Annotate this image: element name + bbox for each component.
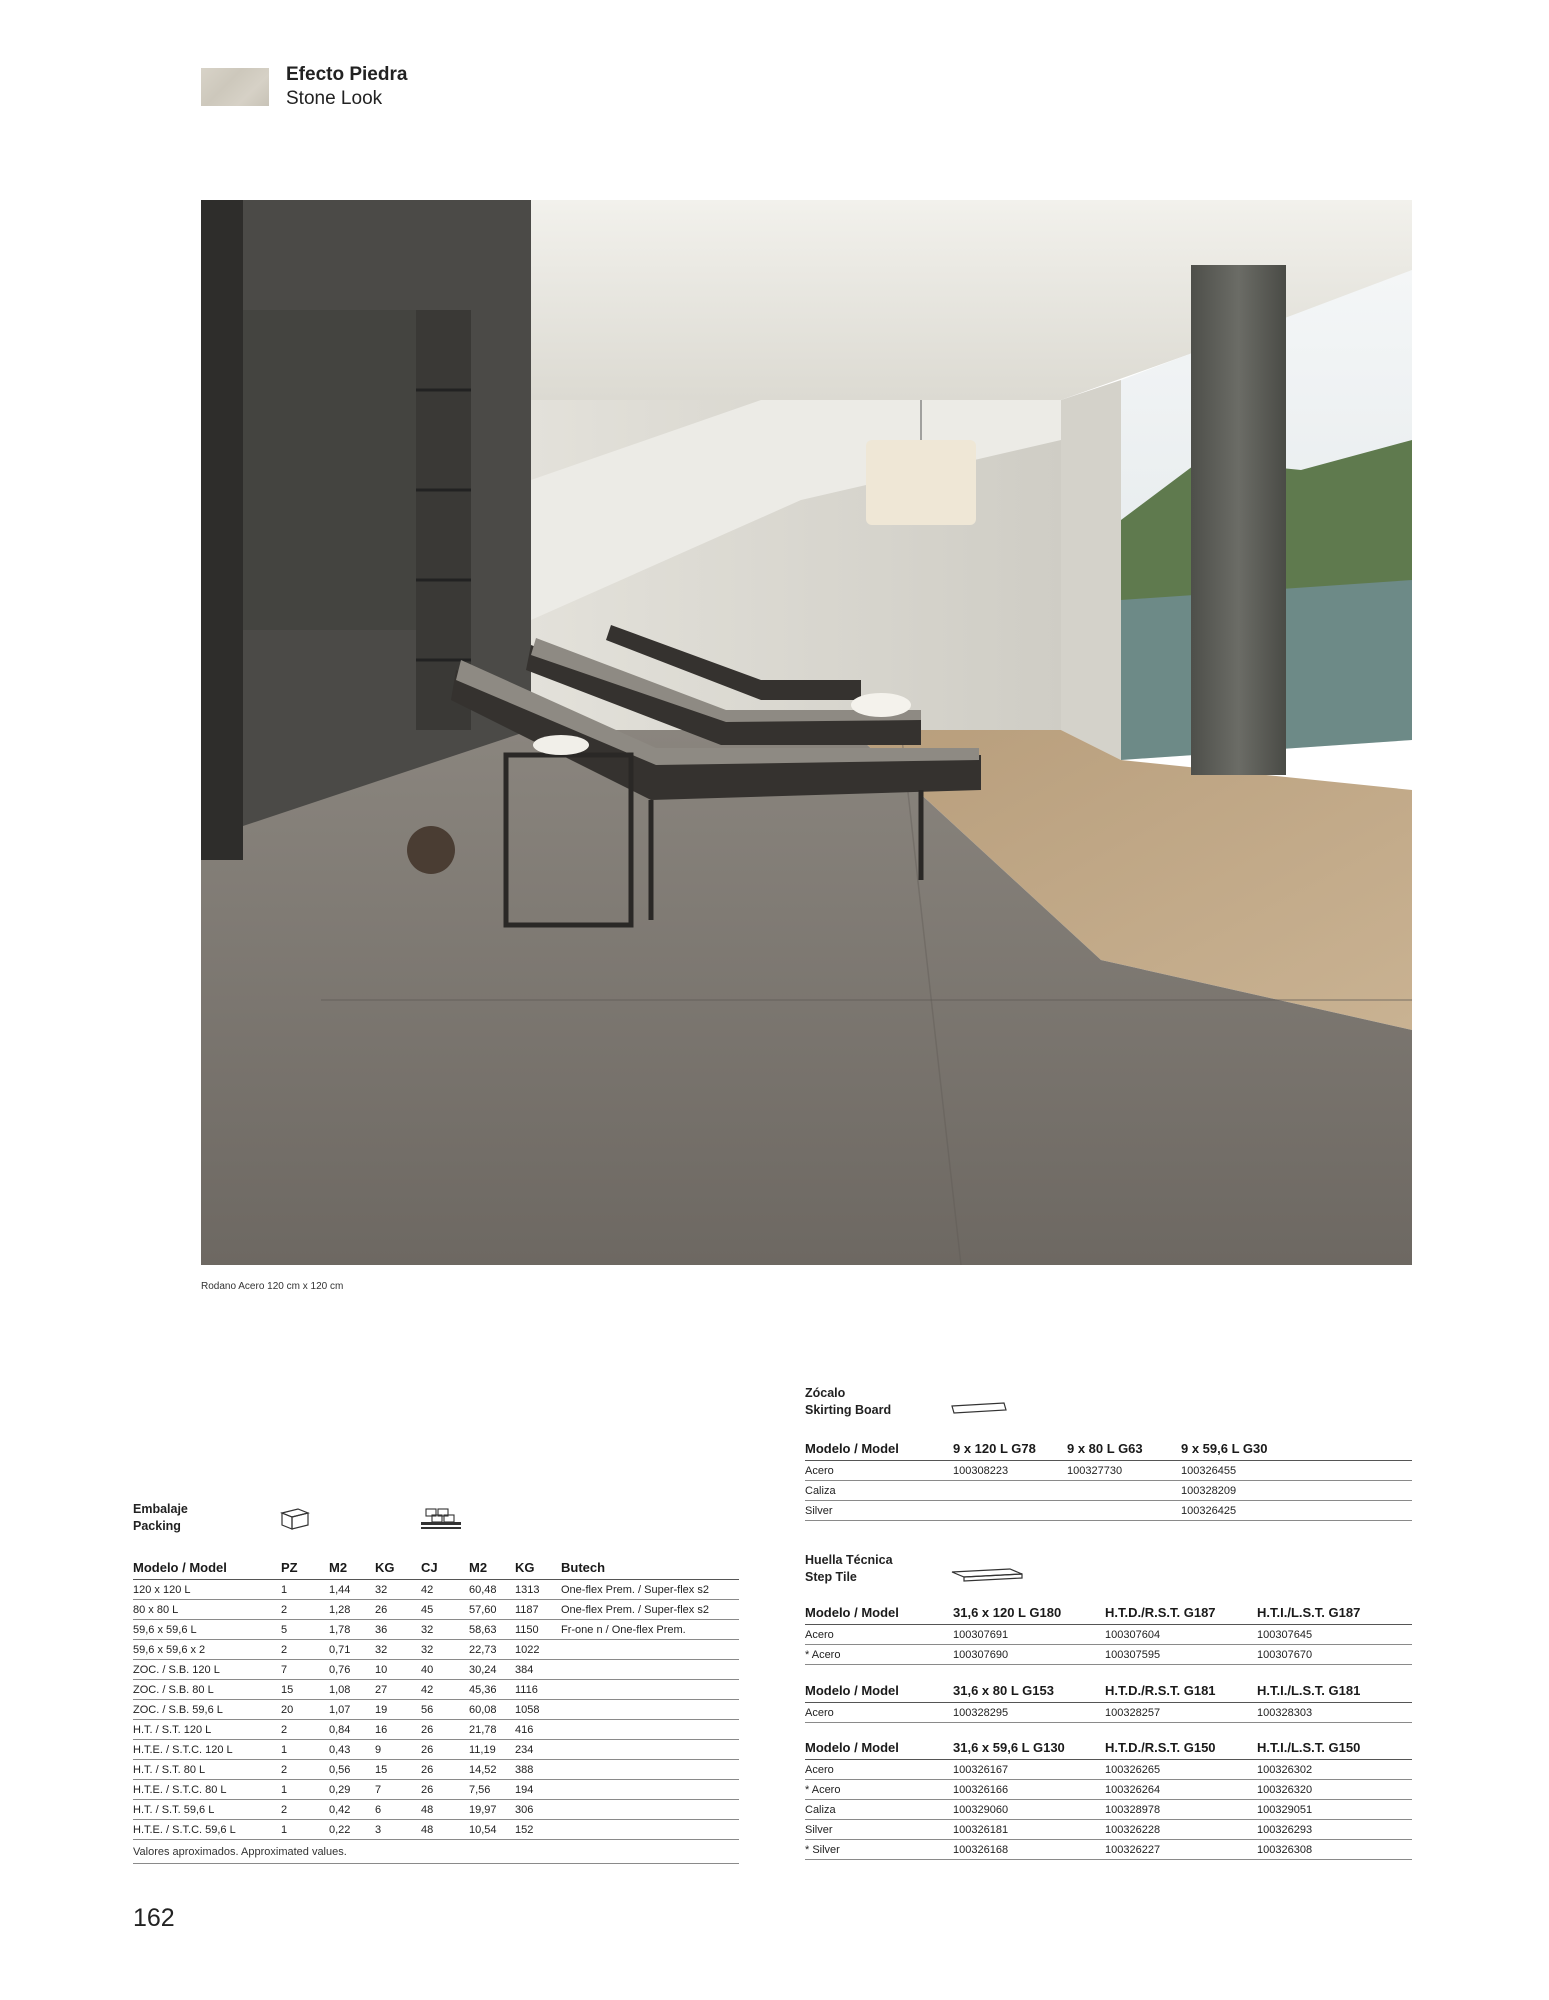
step-tile-table-80 bbox=[805, 1678, 1412, 1723]
table-cell: 100326264 bbox=[1105, 1780, 1257, 1800]
column-header: H.T.I./L.S.T. G181 bbox=[1257, 1678, 1412, 1703]
table-cell: 59,6 x 59,6 L bbox=[133, 1620, 281, 1640]
table-cell bbox=[561, 1800, 739, 1820]
table-cell: 26 bbox=[421, 1780, 469, 1800]
table-cell: Silver bbox=[805, 1501, 953, 1521]
table-cell: 100328303 bbox=[1257, 1703, 1412, 1723]
table-cell: 45,36 bbox=[469, 1680, 515, 1700]
table-cell: 152 bbox=[515, 1820, 561, 1840]
column-header: KG bbox=[375, 1555, 421, 1580]
table-cell: 9 bbox=[375, 1740, 421, 1760]
table-cell: 100328295 bbox=[953, 1703, 1105, 1723]
header-title-en: Stone Look bbox=[286, 88, 383, 109]
table-cell: 100329051 bbox=[1257, 1800, 1412, 1820]
table-cell: 56 bbox=[421, 1700, 469, 1720]
table-cell: 1,08 bbox=[329, 1680, 375, 1700]
table-row bbox=[805, 1625, 1412, 1645]
table-cell: 1 bbox=[281, 1820, 329, 1840]
table-cell: 1,44 bbox=[329, 1580, 375, 1600]
table-cell: 384 bbox=[515, 1660, 561, 1680]
table-row bbox=[133, 1740, 739, 1760]
column-header: 9 x 59,6 L G30 bbox=[1181, 1436, 1412, 1461]
table-cell: 32 bbox=[375, 1640, 421, 1660]
table-cell: 26 bbox=[421, 1760, 469, 1780]
table-cell: * Acero bbox=[805, 1645, 953, 1665]
table-cell: 2 bbox=[281, 1720, 329, 1740]
packing-title-es: Embalaje bbox=[133, 1502, 188, 1516]
table-cell: 48 bbox=[421, 1820, 469, 1840]
column-header: Modelo / Model bbox=[805, 1678, 953, 1703]
table-cell: 26 bbox=[375, 1600, 421, 1620]
table-row bbox=[133, 1660, 739, 1680]
table-cell bbox=[953, 1501, 1067, 1521]
column-header: 31,6 x 120 L G180 bbox=[953, 1600, 1105, 1625]
table-cell: 2 bbox=[281, 1600, 329, 1620]
table-cell: 14,52 bbox=[469, 1760, 515, 1780]
table-cell: 0,42 bbox=[329, 1800, 375, 1820]
stone-texture-swatch bbox=[201, 68, 269, 106]
table-row bbox=[805, 1481, 1412, 1501]
table-cell: 1 bbox=[281, 1740, 329, 1760]
table-row bbox=[805, 1780, 1412, 1800]
column-header: H.T.D./R.S.T. G181 bbox=[1105, 1678, 1257, 1703]
table-cell: 0,22 bbox=[329, 1820, 375, 1840]
table-cell: 100326228 bbox=[1105, 1820, 1257, 1840]
table-cell: 32 bbox=[421, 1640, 469, 1660]
table-cell: 1116 bbox=[515, 1680, 561, 1700]
table-cell: Fr-one n / One-flex Prem. bbox=[561, 1620, 739, 1640]
table-cell: 42 bbox=[421, 1580, 469, 1600]
table-row bbox=[133, 1820, 739, 1840]
table-cell: 100326320 bbox=[1257, 1780, 1412, 1800]
table-cell: 0,76 bbox=[329, 1660, 375, 1680]
table-cell: 1022 bbox=[515, 1640, 561, 1660]
step-tile-table-120 bbox=[805, 1600, 1412, 1665]
column-header: H.T.D./R.S.T. G187 bbox=[1105, 1600, 1257, 1625]
table-cell: 100326425 bbox=[1181, 1501, 1412, 1521]
table-cell: 60,08 bbox=[469, 1700, 515, 1720]
table-cell: 32 bbox=[375, 1580, 421, 1600]
table-row bbox=[805, 1840, 1412, 1860]
table-cell: 100328209 bbox=[1181, 1481, 1412, 1501]
spa-interior-photo bbox=[201, 200, 1412, 1265]
table-cell: 1313 bbox=[515, 1580, 561, 1600]
table-cell: 1 bbox=[281, 1780, 329, 1800]
table-cell: 15 bbox=[375, 1760, 421, 1780]
column-header: 31,6 x 59,6 L G130 bbox=[953, 1735, 1105, 1760]
column-header: H.T.I./L.S.T. G150 bbox=[1257, 1735, 1412, 1760]
table-cell: 100326302 bbox=[1257, 1760, 1412, 1780]
table-cell: 1,78 bbox=[329, 1620, 375, 1640]
table-row bbox=[805, 1703, 1412, 1723]
table-cell: 27 bbox=[375, 1680, 421, 1700]
table-cell: Caliza bbox=[805, 1800, 953, 1820]
table-row bbox=[133, 1760, 739, 1780]
table-cell: 100326227 bbox=[1105, 1840, 1257, 1860]
table-row bbox=[133, 1800, 739, 1820]
table-row bbox=[133, 1720, 739, 1740]
step-table-header bbox=[805, 1735, 1412, 1760]
table-row bbox=[133, 1620, 739, 1640]
table-cell: 57,60 bbox=[469, 1600, 515, 1620]
table-cell bbox=[953, 1481, 1067, 1501]
table-cell: Caliza bbox=[805, 1481, 953, 1501]
header-title-es: Efecto Piedra bbox=[286, 64, 408, 85]
table-cell: 100329060 bbox=[953, 1800, 1105, 1820]
column-header: 31,6 x 80 L G153 bbox=[953, 1678, 1105, 1703]
table-cell: Acero bbox=[805, 1760, 953, 1780]
column-header: Modelo / Model bbox=[133, 1555, 281, 1580]
table-cell bbox=[561, 1640, 739, 1660]
page-number: 162 bbox=[133, 1904, 175, 1932]
table-cell: 22,73 bbox=[469, 1640, 515, 1660]
table-row bbox=[133, 1600, 739, 1620]
table-cell bbox=[561, 1740, 739, 1760]
table-cell: * Silver bbox=[805, 1840, 953, 1860]
skirting-board-icon bbox=[950, 1400, 1010, 1416]
table-cell: 100326181 bbox=[953, 1820, 1105, 1840]
table-cell: H.T.E. / S.T.C. 120 L bbox=[133, 1740, 281, 1760]
column-header: CJ bbox=[421, 1555, 469, 1580]
table-cell: 26 bbox=[421, 1720, 469, 1740]
table-cell: 100308223 bbox=[953, 1461, 1067, 1481]
packing-table bbox=[133, 1555, 739, 1840]
table-cell: H.T. / S.T. 80 L bbox=[133, 1760, 281, 1780]
column-header: H.T.I./L.S.T. G187 bbox=[1257, 1600, 1412, 1625]
table-cell: 0,29 bbox=[329, 1780, 375, 1800]
table-cell: 6 bbox=[375, 1800, 421, 1820]
table-cell: One-flex Prem. / Super-flex s2 bbox=[561, 1600, 739, 1620]
column-header: H.T.D./R.S.T. G150 bbox=[1105, 1735, 1257, 1760]
skirting-table-header bbox=[805, 1436, 1412, 1461]
step-tile-table-59-6 bbox=[805, 1735, 1412, 1860]
table-cell: 100326265 bbox=[1105, 1760, 1257, 1780]
table-cell: 36 bbox=[375, 1620, 421, 1640]
table-cell: 1,28 bbox=[329, 1600, 375, 1620]
table-cell: 1187 bbox=[515, 1600, 561, 1620]
table-cell: 40 bbox=[421, 1660, 469, 1680]
table-cell: H.T. / S.T. 59,6 L bbox=[133, 1800, 281, 1820]
table-row bbox=[805, 1501, 1412, 1521]
table-cell bbox=[561, 1760, 739, 1780]
table-cell: Acero bbox=[805, 1703, 953, 1723]
footnote: Valores aproximados. Approximated values. bbox=[133, 1846, 347, 1858]
table-cell: 2 bbox=[281, 1640, 329, 1660]
table-cell: 2 bbox=[281, 1760, 329, 1780]
step-table-header bbox=[805, 1600, 1412, 1625]
table-cell: 5 bbox=[281, 1620, 329, 1640]
table-cell: 10,54 bbox=[469, 1820, 515, 1840]
column-header: M2 bbox=[329, 1555, 375, 1580]
table-cell: Acero bbox=[805, 1625, 953, 1645]
step-table-header bbox=[805, 1678, 1412, 1703]
table-cell: 1058 bbox=[515, 1700, 561, 1720]
table-row bbox=[133, 1640, 739, 1660]
table-cell: 42 bbox=[421, 1680, 469, 1700]
pallet-icon bbox=[418, 1505, 464, 1531]
table-row bbox=[133, 1700, 739, 1720]
table-cell: 100307604 bbox=[1105, 1625, 1257, 1645]
table-cell bbox=[1067, 1481, 1181, 1501]
table-cell: H.T.E. / S.T.C. 80 L bbox=[133, 1780, 281, 1800]
table-cell: ZOC. / S.B. 120 L bbox=[133, 1660, 281, 1680]
table-cell: 45 bbox=[421, 1600, 469, 1620]
table-cell: 306 bbox=[515, 1800, 561, 1820]
table-row bbox=[133, 1580, 739, 1600]
table-cell: 11,19 bbox=[469, 1740, 515, 1760]
table-cell: 100307691 bbox=[953, 1625, 1105, 1645]
table-cell: 0,84 bbox=[329, 1720, 375, 1740]
table-cell: 100307595 bbox=[1105, 1645, 1257, 1665]
table-cell: ZOC. / S.B. 80 L bbox=[133, 1680, 281, 1700]
column-header: Butech bbox=[561, 1555, 739, 1580]
table-cell: 100326308 bbox=[1257, 1840, 1412, 1860]
table-cell: ZOC. / S.B. 59,6 L bbox=[133, 1700, 281, 1720]
skirting-title-en: Skirting Board bbox=[805, 1403, 892, 1417]
table-cell: 194 bbox=[515, 1780, 561, 1800]
photo-caption: Rodano Acero 120 cm x 120 cm bbox=[201, 1281, 344, 1292]
table-cell: 2 bbox=[281, 1800, 329, 1820]
table-cell: 388 bbox=[515, 1760, 561, 1780]
table-cell: 100326455 bbox=[1181, 1461, 1412, 1481]
table-row bbox=[805, 1820, 1412, 1840]
table-cell: 120 x 120 L bbox=[133, 1580, 281, 1600]
table-cell bbox=[561, 1700, 739, 1720]
column-header: Modelo / Model bbox=[805, 1436, 953, 1461]
table-cell: 48 bbox=[421, 1800, 469, 1820]
step-tile-title-en: Step Tile bbox=[805, 1570, 857, 1584]
table-cell: H.T. / S.T. 120 L bbox=[133, 1720, 281, 1740]
column-header: KG bbox=[515, 1555, 561, 1580]
table-cell: 30,24 bbox=[469, 1660, 515, 1680]
footnote-divider bbox=[133, 1863, 739, 1864]
table-row bbox=[805, 1800, 1412, 1820]
column-header: Modelo / Model bbox=[805, 1735, 953, 1760]
table-cell: 100307670 bbox=[1257, 1645, 1412, 1665]
column-header: M2 bbox=[469, 1555, 515, 1580]
table-cell: Silver bbox=[805, 1820, 953, 1840]
table-row bbox=[133, 1680, 739, 1700]
table-cell bbox=[561, 1780, 739, 1800]
table-cell: 0,71 bbox=[329, 1640, 375, 1660]
table-cell bbox=[561, 1680, 739, 1700]
table-cell bbox=[1067, 1501, 1181, 1521]
table-cell: 59,6 x 59,6 x 2 bbox=[133, 1640, 281, 1660]
table-cell: 15 bbox=[281, 1680, 329, 1700]
table-cell: 100326293 bbox=[1257, 1820, 1412, 1840]
table-cell: 7,56 bbox=[469, 1780, 515, 1800]
table-cell: 21,78 bbox=[469, 1720, 515, 1740]
table-cell: 100326166 bbox=[953, 1780, 1105, 1800]
table-cell: 0,43 bbox=[329, 1740, 375, 1760]
table-cell: 20 bbox=[281, 1700, 329, 1720]
table-cell: 19,97 bbox=[469, 1800, 515, 1820]
table-cell: 100307690 bbox=[953, 1645, 1105, 1665]
table-row bbox=[805, 1760, 1412, 1780]
table-cell bbox=[561, 1820, 739, 1840]
table-row bbox=[805, 1461, 1412, 1481]
table-cell: 80 x 80 L bbox=[133, 1600, 281, 1620]
table-row bbox=[133, 1780, 739, 1800]
step-tile-title-es: Huella Técnica bbox=[805, 1553, 893, 1567]
table-cell: 26 bbox=[421, 1740, 469, 1760]
column-header: PZ bbox=[281, 1555, 329, 1580]
table-cell: 3 bbox=[375, 1820, 421, 1840]
table-cell: 19 bbox=[375, 1700, 421, 1720]
table-cell: 100326168 bbox=[953, 1840, 1105, 1860]
box-icon bbox=[278, 1505, 312, 1531]
skirting-title-es: Zócalo bbox=[805, 1386, 846, 1400]
table-cell: 10 bbox=[375, 1660, 421, 1680]
table-cell: 100327730 bbox=[1067, 1461, 1181, 1481]
table-cell: One-flex Prem. / Super-flex s2 bbox=[561, 1580, 739, 1600]
table-cell: 416 bbox=[515, 1720, 561, 1740]
table-cell: Acero bbox=[805, 1461, 953, 1481]
table-cell: 32 bbox=[421, 1620, 469, 1640]
table-cell: H.T.E. / S.T.C. 59,6 L bbox=[133, 1820, 281, 1840]
table-cell: 60,48 bbox=[469, 1580, 515, 1600]
table-cell: 100328257 bbox=[1105, 1703, 1257, 1723]
step-tile-icon bbox=[950, 1566, 1024, 1586]
table-cell: 7 bbox=[281, 1660, 329, 1680]
table-cell: 100326167 bbox=[953, 1760, 1105, 1780]
table-cell: 234 bbox=[515, 1740, 561, 1760]
table-cell: 58,63 bbox=[469, 1620, 515, 1640]
packing-table-header bbox=[133, 1555, 739, 1580]
table-cell: 100307645 bbox=[1257, 1625, 1412, 1645]
table-cell: 16 bbox=[375, 1720, 421, 1740]
column-header: 9 x 120 L G78 bbox=[953, 1436, 1067, 1461]
packing-title-en: Packing bbox=[133, 1519, 181, 1533]
table-cell bbox=[561, 1720, 739, 1740]
table-cell: 100328978 bbox=[1105, 1800, 1257, 1820]
column-header: Modelo / Model bbox=[805, 1600, 953, 1625]
table-cell: 1,07 bbox=[329, 1700, 375, 1720]
table-cell: 7 bbox=[375, 1780, 421, 1800]
table-cell: 0,56 bbox=[329, 1760, 375, 1780]
table-row bbox=[805, 1645, 1412, 1665]
table-cell: 1 bbox=[281, 1580, 329, 1600]
table-cell bbox=[561, 1660, 739, 1680]
table-cell: * Acero bbox=[805, 1780, 953, 1800]
column-header: 9 x 80 L G63 bbox=[1067, 1436, 1181, 1461]
table-cell: 1150 bbox=[515, 1620, 561, 1640]
skirting-table bbox=[805, 1436, 1412, 1521]
